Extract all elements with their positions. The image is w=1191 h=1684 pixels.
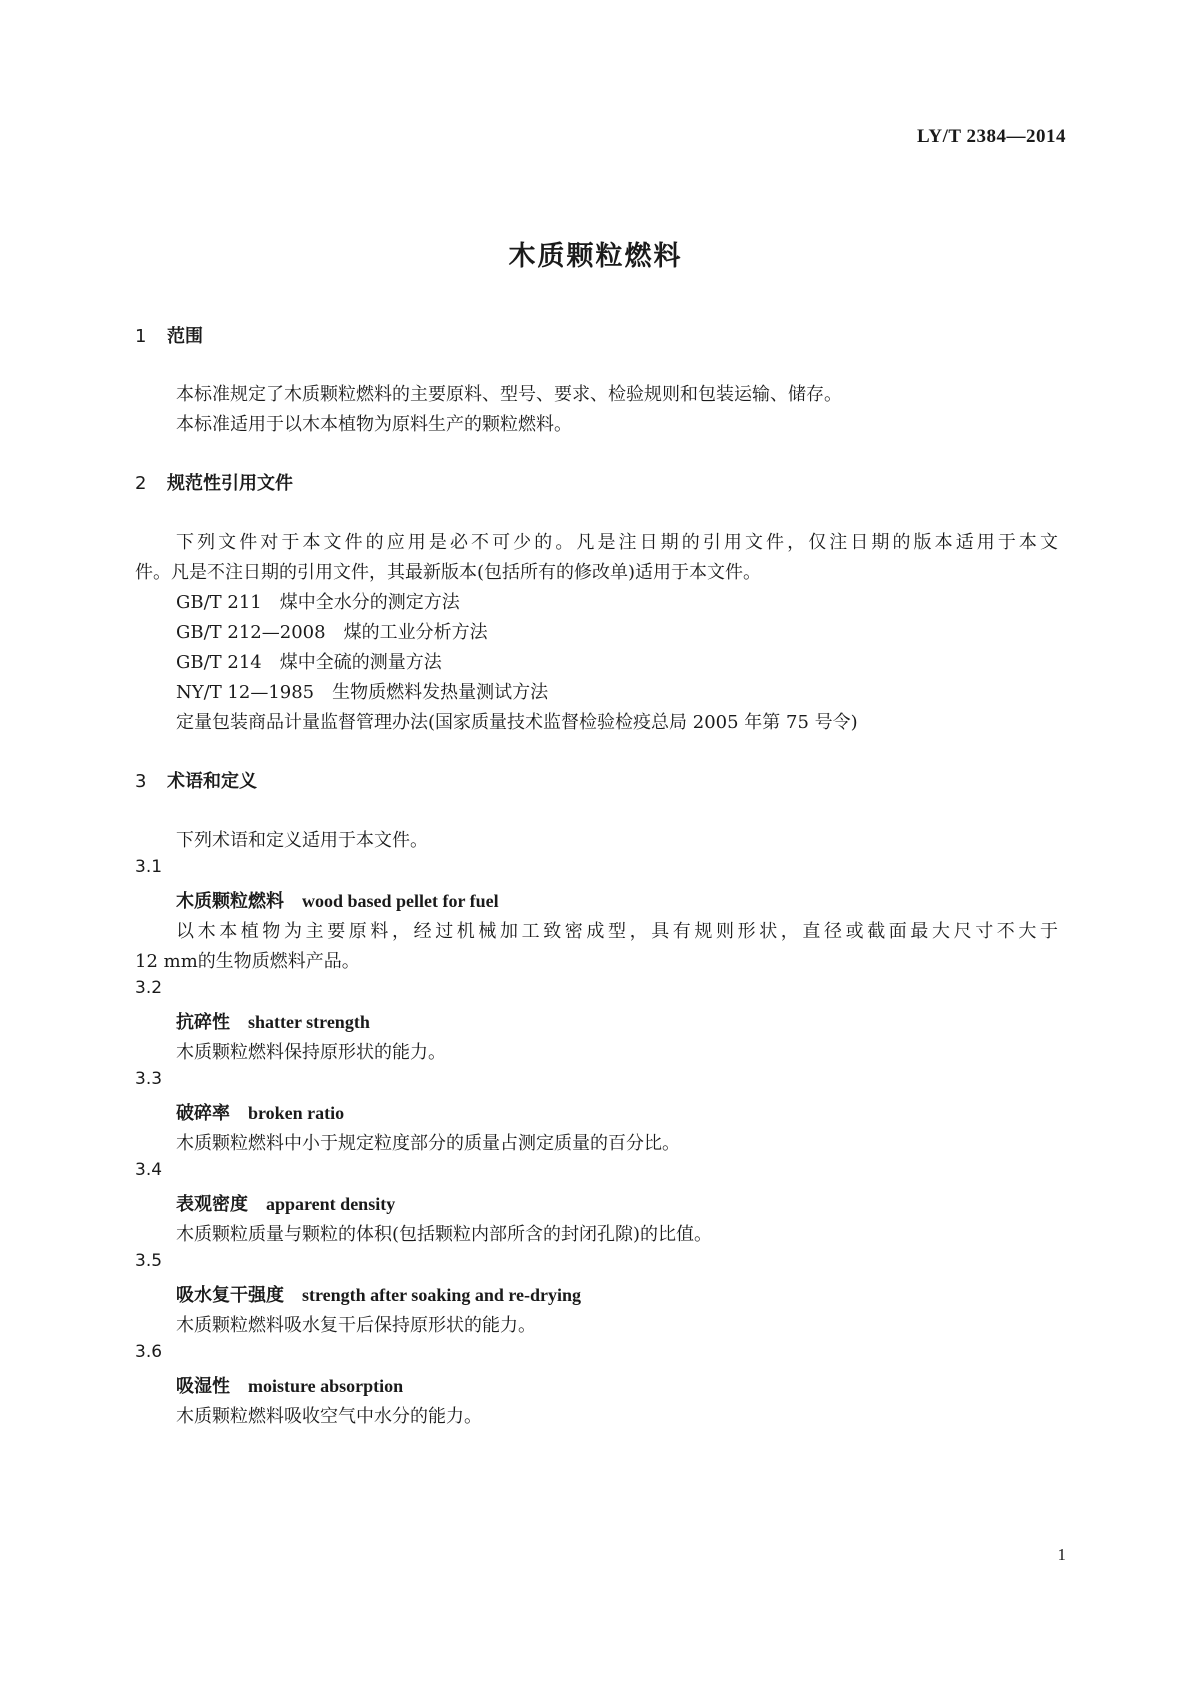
term-heading bbox=[176, 1372, 403, 1398]
term-number: 3.2 bbox=[135, 978, 163, 998]
term-definition-line: 木质颗粒质量与颗粒的体积(包括颗粒内部所含的封闭孔隙)的比值。 bbox=[176, 1224, 713, 1245]
term-definition-line: 以木本植物为主要原料，经过机械加工致密成型，具有规则形状，直径或截面最大尺寸不大于 bbox=[176, 921, 1058, 942]
term-number: 3.1 bbox=[135, 857, 163, 877]
term-number: 3.6 bbox=[135, 1342, 163, 1362]
reference-code: GB/T 214 bbox=[176, 652, 262, 673]
term-en: broken ratio bbox=[248, 1103, 345, 1123]
reference-title: 煤中全水分的测定方法 bbox=[279, 592, 460, 613]
section-number: 2 bbox=[135, 473, 147, 494]
term-definition-line: 木质颗粒燃料吸收空气中水分的能力。 bbox=[176, 1406, 482, 1427]
term-zh: 破碎率 bbox=[176, 1103, 230, 1124]
term-definition-line: 木质颗粒燃料保持原形状的能力。 bbox=[176, 1042, 446, 1063]
term-number: 3.3 bbox=[135, 1069, 163, 1089]
section-title: 术语和定义 bbox=[167, 771, 257, 792]
term-zh: 木质颗粒燃料 bbox=[176, 891, 284, 912]
page-number: 1 bbox=[1057, 1545, 1066, 1564]
reference-code: NY/T 12—1985 bbox=[176, 682, 315, 703]
term-zh: 吸水复干强度 bbox=[176, 1285, 284, 1306]
term-number: 3.5 bbox=[135, 1251, 163, 1271]
reference-title: 煤中全硫的测量方法 bbox=[279, 652, 442, 673]
reference-code: GB/T 211 bbox=[176, 592, 262, 613]
section-3-heading bbox=[135, 767, 257, 793]
term-heading bbox=[176, 887, 499, 913]
term-zh: 抗碎性 bbox=[176, 1012, 230, 1033]
section-1-heading bbox=[135, 322, 203, 348]
reference-item bbox=[176, 648, 442, 674]
term-definition-line: 12 mm的生物质燃料产品。 bbox=[135, 951, 360, 972]
paragraph: 本标准适用于以木本植物为原料生产的颗粒燃料。 bbox=[176, 414, 572, 435]
paragraph-line: 件。凡是不注日期的引用文件，其最新版本(包括所有的修改单)适用于本文件。 bbox=[135, 562, 762, 583]
document-title: 木质颗粒燃料 bbox=[508, 241, 683, 272]
reference-title: 煤的工业分析方法 bbox=[343, 622, 488, 643]
section-title: 范围 bbox=[167, 326, 203, 347]
term-en: moisture absorption bbox=[248, 1376, 404, 1396]
term-en: strength after soaking and re-drying bbox=[302, 1285, 582, 1305]
term-heading bbox=[176, 1190, 395, 1216]
section-number: 3 bbox=[135, 771, 147, 792]
term-en: shatter strength bbox=[248, 1012, 370, 1032]
paragraph: 下列术语和定义适用于本文件。 bbox=[176, 830, 428, 851]
term-number: 3.4 bbox=[135, 1160, 163, 1180]
section-title: 规范性引用文件 bbox=[167, 473, 293, 494]
reference-item bbox=[176, 678, 548, 704]
term-en: wood based pellet for fuel bbox=[302, 891, 499, 911]
reference-item bbox=[176, 618, 488, 644]
term-definition-line: 木质颗粒燃料吸水复干后保持原形状的能力。 bbox=[176, 1315, 536, 1336]
paragraph-line: 下列文件对于本文件的应用是必不可少的。凡是注日期的引用文件，仅注日期的版本适用于本文 bbox=[176, 532, 1058, 553]
paragraph: 本标准规定了木质颗粒燃料的主要原料、型号、要求、检验规则和包装运输、储存。 bbox=[176, 384, 842, 405]
section-number: 1 bbox=[135, 326, 147, 347]
reference-item bbox=[176, 588, 460, 614]
term-zh: 表观密度 bbox=[176, 1194, 248, 1215]
section-2-heading bbox=[135, 469, 293, 495]
term-definition-line: 木质颗粒燃料中小于规定粒度部分的质量占测定质量的百分比。 bbox=[176, 1133, 680, 1154]
term-en: apparent density bbox=[266, 1194, 396, 1214]
term-heading bbox=[176, 1008, 370, 1034]
term-heading bbox=[176, 1281, 581, 1307]
reference-title: 生物质燃料发热量测试方法 bbox=[332, 682, 549, 703]
term-zh: 吸湿性 bbox=[176, 1376, 230, 1397]
reference-code: GB/T 212—2008 bbox=[176, 622, 326, 643]
term-heading bbox=[176, 1099, 344, 1125]
standard-code: LY/T 2384—2014 bbox=[916, 126, 1066, 147]
reference-item: 定量包装商品计量监督管理办法(国家质量技术监督检验检疫总局 2005 年第 75 号令) bbox=[176, 712, 858, 733]
